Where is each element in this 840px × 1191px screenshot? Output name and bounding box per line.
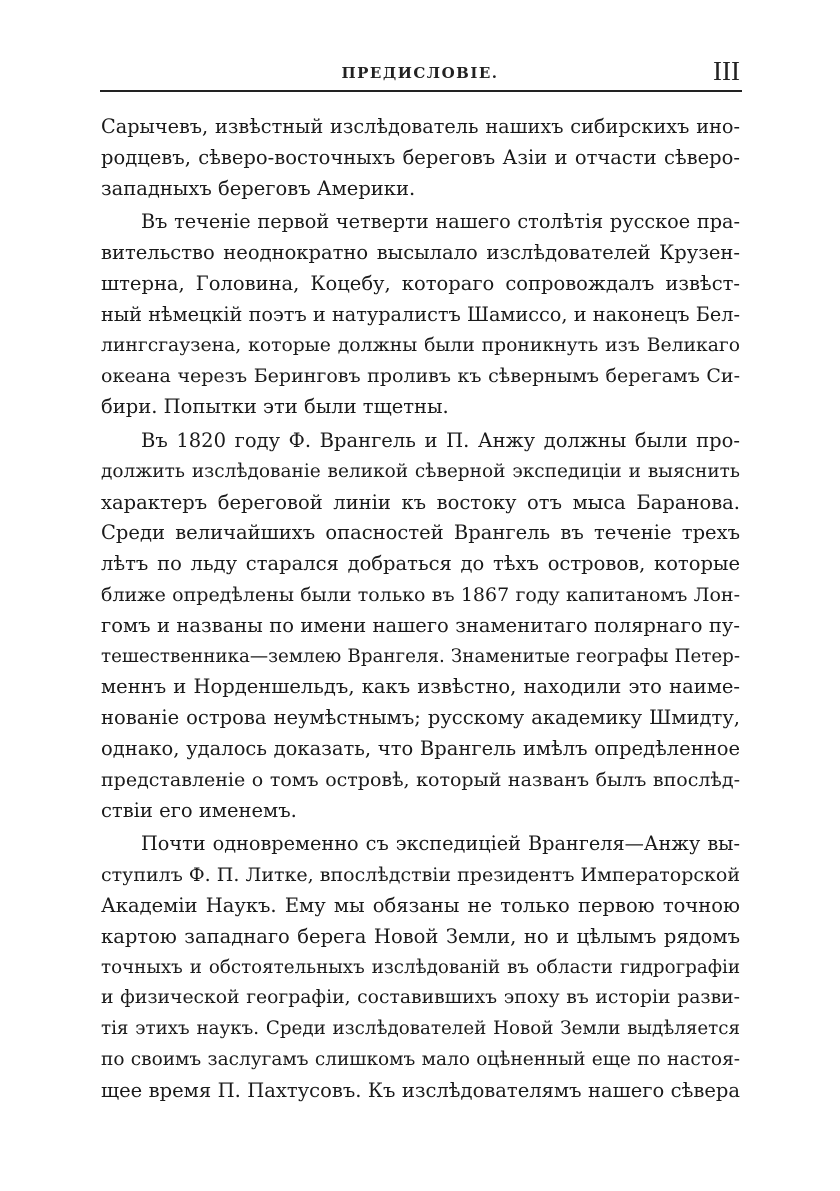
text-line: характеръ береговой линіи къ востоку отъ мыса Баранова. [101, 490, 740, 514]
text-line: должить изслѣдованіе великой сѣверной экспедиціи и выяснить [101, 460, 740, 482]
text-line: ближе опредѣлены были только въ 1867 году капитаномъ Лон- [101, 583, 740, 606]
text-line: Академіи Наукъ. Ему мы обязаны не только первою точною [101, 893, 740, 917]
page-number: III [713, 56, 740, 86]
text-line: Сарычевъ, извѣстный изслѣдователь нашихъ сибирскихъ ино- [101, 115, 740, 138]
text-line: лѣтъ по льду старался добраться до тѣхъ островов, которые [101, 552, 740, 576]
text-line: тешественника—землею Врангеля. Знаменитые географы Петер- [101, 645, 740, 667]
paragraph [101, 426, 740, 826]
text-line: однако, удалось доказать, что Врангель имѣлъ опредѣленное [101, 736, 740, 760]
text-line: картою западнаго берега Новой Земли, но и цѣлымъ рядомъ [101, 924, 740, 948]
text-line: штерна, Головина, Коцебу, котораго сопровождалъ извѣст- [101, 271, 740, 295]
running-title: ПРЕДИСЛОВІЕ. [341, 64, 499, 82]
paragraph [101, 112, 740, 204]
text-line: представленіе о томъ островѣ, который названъ былъ впослѣд- [101, 768, 740, 791]
text-line: родцевъ, сѣверо-восточныхъ береговъ Азіи и отчасти сѣверо- [101, 145, 740, 169]
text-line: по своимъ заслугамъ слишкомъ мало оцѣненный еще по настоя- [101, 1048, 740, 1070]
body-text [101, 112, 740, 1107]
text-line: лингсгаузена, которые должны были проникнуть изъ Великаго [101, 334, 740, 356]
text-line: Среди величайшихъ опасностей Врангель въ теченіе трехъ [101, 521, 740, 545]
text-line: вительство неоднократно высылало изслѣдователей Крузен- [101, 241, 740, 265]
text-line: ствіи его именемъ. [101, 798, 297, 822]
paragraph [101, 829, 740, 1106]
text-line: западныхъ береговъ Америки. [101, 176, 416, 200]
text-line: ступилъ Ф. П. Литке, впослѣдствіи президентъ Императорской [101, 864, 740, 887]
text-line: гомъ и названы по имени нашего знаменитаго полярнаго пу- [101, 613, 740, 637]
text-line: Въ теченіе первой четверти нашего столѣтія русское пра- [141, 210, 740, 234]
running-head [100, 58, 740, 88]
text-line: Почти одновременно съ экспедиціей Врангеля—Анжу вы- [141, 832, 740, 856]
text-line: точныхъ и обстоятельныхъ изслѣдованій въ области гидрографіи [101, 956, 740, 978]
header-rule [100, 90, 742, 92]
text-line: щее время П. Пахтусовъ. Къ изслѣдователямъ нашего сѣвера [101, 1078, 740, 1102]
text-line: меннъ и Норденшельдъ, какъ извѣстно, находили это наиме- [101, 675, 740, 699]
text-line: бири. Попытки эти были тщетны. [101, 395, 449, 419]
text-line: ный нѣмецкій поэтъ и натуралистъ Шамиссо, и наконецъ Бел- [101, 302, 740, 326]
text-line: нованіе острова неумѣстнымъ; русскому академику Шмидту, [101, 706, 740, 730]
text-line: тія этихъ наукъ. Среди изслѣдователей Новой Земли выдѣляется [101, 1018, 740, 1040]
text-line: океана черезъ Беринговъ проливъ къ сѣвернымъ берегамъ Си- [101, 365, 740, 388]
paragraph [101, 207, 740, 423]
text-line: Въ 1820 году Ф. Врангель и П. Анжу должны были про- [141, 428, 740, 452]
text-line: и физической географіи, составившихъ эпоху въ исторіи разви- [101, 987, 740, 1009]
